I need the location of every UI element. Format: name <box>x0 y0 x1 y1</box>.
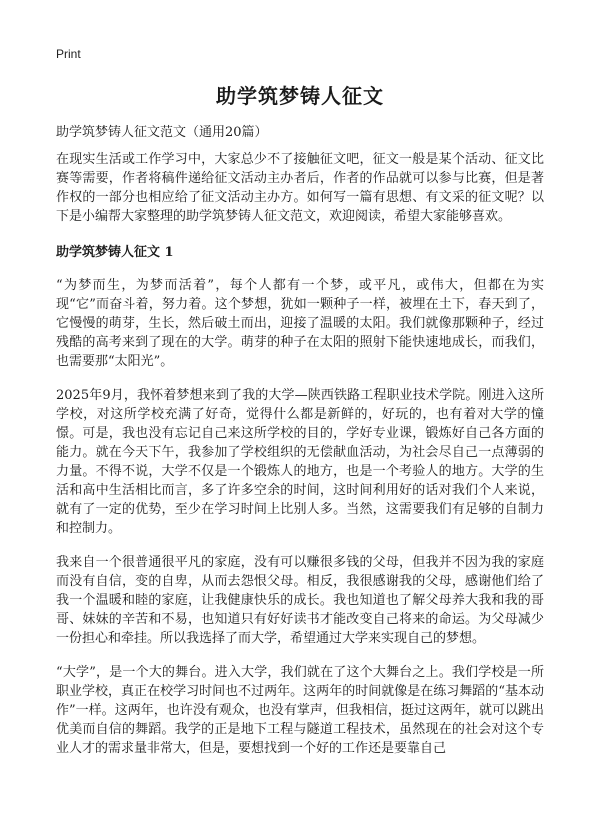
body-paragraph-4: “大学”，是一个大的舞台。进入大学，我们就在了这个大舞台之上。我们学校是一所职业学校，真正在校学习时间也不过两年。这两年的时间就像是在练习舞蹈的“基本动作”一样。这两年，也许没有观众，也没有掌声，但我相信，挺过这两年，就可以跳出优美而自信的舞蹈。我学的正是地下工程与隧道工程技术，虽然现在的社会对这个专业人才的需求量非常大，但是，要想找到一个好的工作还是要靠自己 <box>56 665 544 756</box>
print-link[interactable]: Print <box>56 47 81 61</box>
document-body <box>56 150 544 773</box>
document-title: 助学筑梦铸人征文 <box>216 84 384 108</box>
body-paragraph-3: 我来自一个很普通很平凡的家庭，没有可以赚很多钱的父母，但我并不因为我的家庭而没有自信，变的自卑，从而去怨恨父母。相反，我很感谢我的父母，感谢他们给了我一个温暖和睦的家庭，让我健康快乐的成长。我也知道也了解父母养大我和我的哥哥、妹妹的辛苦和不易，也知道只有好好读书才能改变自己将来的命运。为父母减少一份担心和牵挂。所以我选择了而大学，希望通过大学来实现自己的梦想。 <box>56 555 544 646</box>
body-paragraph-2: 2025年9月，我怀着梦想来到了我的大学—陕西铁路工程职业技术学院。刚进入这所学校，对这所学校充满了好奇，觉得什么都是新鲜的，好玩的，也有着对大学的憧憬。可是，我也没有忘记自己来这所学校的目的，学好专业课，锻炼好自己各方面的能力。就在今天下午，我参加了学校组织的无偿献血活动，为社会尽自己一点薄弱的力量。不得不说，大学不仅是一个锻炼人的地方，也是一个考验人的地方。大学的生活和高中生活相比而言，多了许多空余的时间，这时间利用好的话对我们个人来说，就有了一定的优势，至少在学习时间上比别人多。当然，这需要我们有足够的自制力和控制力。 <box>56 388 544 536</box>
document-subtitle: 助学筑梦铸人征文范文（通用20篇） <box>56 125 268 140</box>
section-heading: 助学筑梦铸人征文 1 <box>56 245 174 260</box>
body-paragraph-1: “为梦而生，为梦而活着”，每个人都有一个梦，或平凡，或伟大，但都在为实现“它”而奋斗着，努力着。这个梦想，犹如一颗种子一样，被埋在土下，春天到了，它慢慢的萌芽，生长，然后破土而出，迎接了温暖的太阳。我们就像那颗种子，经过残酷的高考来到了现在的大学。萌芽的种子在太阳的照射下能快速地成长，而我们，也需要那“太阳光”。 <box>56 278 544 369</box>
intro-paragraph: 在现实生活或工作学习中，大家总少不了接触征文吧，征文一般是某个活动、征文比赛等需要，作者将稿件递给征文活动主办者后，作者的作品就可以参与比赛，但是著作权的一部分也相应给了征文活动主办方。如何写一篇有思想、有文采的征文呢？以下是小编帮大家整理的助学筑梦铸人征文范文，欢迎阅读，希望大家能够喜欢。 <box>56 152 544 224</box>
